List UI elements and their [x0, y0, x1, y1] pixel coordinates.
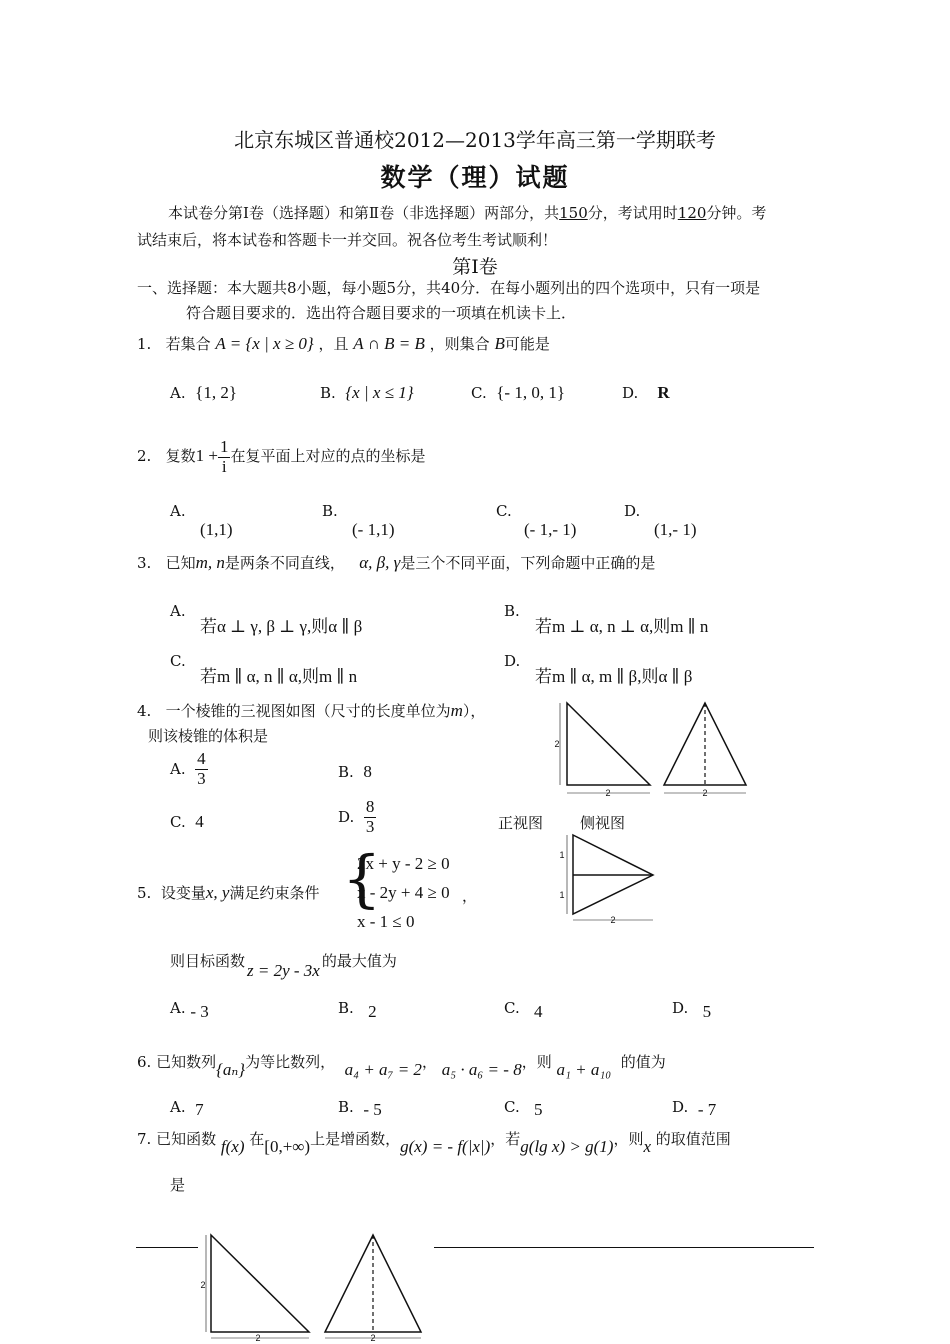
option-value: - 7 — [697, 1100, 717, 1119]
question-text: 已知数列 — [156, 1053, 217, 1071]
question-text: 已知 — [165, 554, 196, 572]
intro-text-c: 分钟。考 — [706, 204, 767, 222]
option-label: B. — [504, 602, 520, 620]
section-title: 第Ⅰ卷 — [452, 256, 498, 278]
option-value: 5 — [702, 1002, 712, 1021]
question-text: ，且 — [318, 335, 349, 353]
q5-option-d[interactable] — [672, 998, 712, 1021]
option-label: A. — [170, 384, 186, 402]
question-text: ，则 — [521, 1053, 552, 1071]
q6-option-c[interactable] — [504, 1097, 543, 1117]
question-5 — [137, 882, 319, 903]
side-view-caption: 侧视图 — [580, 814, 626, 832]
part1-instructions-line-1: 一、选择题：本大题共8小题，每小题5分，共40分．在每小题列出的四个选项中，只有一项是 — [137, 279, 761, 297]
fraction — [195, 750, 208, 788]
option-value: (- 1,- 1) — [524, 520, 577, 539]
option-label: B. — [320, 384, 336, 402]
exam-subtitle: 数学（理）试题 — [380, 163, 570, 192]
option-label: A. — [170, 502, 186, 520]
constraint-2: x - 2y + 4 ≥ 0 — [357, 883, 450, 902]
option-value: {x | x ≤ 1} — [345, 383, 414, 402]
bottom-front-view — [200, 1235, 309, 1343]
question-text: 的值为 — [620, 1053, 666, 1071]
exam-title: 北京东城区普通校2012—2013学年高三第一学期联考 — [234, 128, 716, 152]
q4-option-a[interactable] — [170, 750, 208, 788]
option-value: {1, 2} — [195, 383, 237, 402]
q3-option-a[interactable] — [170, 602, 186, 620]
q4-option-c[interactable] — [170, 812, 204, 832]
option-label: C. — [504, 999, 520, 1017]
option-value: (- 1,1) — [352, 520, 395, 539]
part1-instructions-line-2: 符合题目要求的．选出符合题目要求的一项填在机读卡上． — [186, 304, 577, 322]
option-label: C. — [504, 1098, 520, 1116]
option-label: D. — [338, 808, 355, 827]
top-width-label: 2 — [610, 915, 616, 925]
divider-left — [136, 1247, 198, 1248]
q5-option-b[interactable] — [338, 998, 377, 1021]
math-lines: m, n — [195, 553, 225, 572]
math-function: f(x) — [220, 1137, 245, 1156]
option-label: D. — [672, 999, 689, 1017]
intro-line-1 — [168, 202, 766, 223]
q3-option-d[interactable] — [504, 652, 520, 670]
question-1 — [137, 333, 550, 354]
question-text: 为等比数列， — [245, 1053, 336, 1071]
option-label: D. — [504, 652, 521, 670]
fraction-denominator: 3 — [365, 816, 375, 836]
q6-option-a[interactable] — [170, 1097, 204, 1117]
question-text: 的最大值为 — [321, 952, 397, 970]
front-width-label: 2 — [605, 788, 611, 798]
fraction — [218, 438, 231, 476]
math-condition-1: a₄ + a₇ = 2 — [344, 1060, 422, 1079]
question-4-line-2: 则该棱锥的体积是 — [148, 727, 269, 745]
fraction-numerator: 8 — [365, 797, 375, 816]
question-number: 6. — [137, 1053, 152, 1071]
option-value: (1,- 1) — [654, 520, 697, 539]
q3-option-c-value: 若m ∥ α, n ∥ α,则m ∥ n — [200, 667, 358, 686]
question-text: 在复平面上对应的点的坐标是 — [230, 447, 426, 466]
q1-option-a[interactable] — [170, 383, 237, 403]
question-text: ，则 — [613, 1130, 644, 1148]
math-condition-2: a₅ · a₆ = - 8 — [441, 1060, 522, 1079]
constraint-3: x - 1 ≤ 0 — [357, 912, 415, 931]
question-text: 则目标函数 — [170, 952, 246, 970]
question-text: 是三个不同平面，下列命题中正确的是 — [400, 554, 656, 572]
option-label: A. — [170, 760, 186, 779]
question-3 — [137, 552, 655, 573]
option-value: - 5 — [363, 1100, 382, 1119]
q4-option-b[interactable] — [338, 762, 372, 782]
question-text: 若集合 — [165, 335, 211, 353]
question-text: 复数 — [165, 447, 196, 466]
q2-option-b[interactable] — [322, 502, 394, 540]
math-interval: [0,+∞) — [264, 1137, 311, 1156]
divider-right — [434, 1247, 814, 1248]
option-label: B. — [338, 763, 354, 781]
intro-text-b: 分，考试用时 — [587, 204, 678, 222]
option-value: 4 — [195, 812, 204, 831]
math-set-a: A = {x | x ≥ 0} — [215, 334, 314, 353]
option-label: A. — [170, 999, 186, 1017]
front-height-label: 2 — [554, 739, 560, 749]
option-label: B. — [338, 999, 354, 1017]
option-value: {- 1, 0, 1} — [496, 383, 565, 402]
option-label: D. — [622, 384, 639, 402]
question-text: 设变量 — [160, 884, 206, 902]
option-value: 4 — [534, 1002, 543, 1021]
question-number: 5. — [137, 884, 152, 902]
intro-time: 120 — [677, 204, 707, 222]
top-lower-label: 1 — [559, 890, 565, 900]
top-upper-label: 1 — [559, 850, 565, 860]
q2-option-a[interactable] — [170, 502, 233, 540]
q6-option-b[interactable] — [338, 1097, 382, 1117]
question-text: 是两条不同直线， — [224, 554, 345, 572]
bottom-front-height-label: 2 — [200, 1280, 206, 1290]
bottom-front-width-label: 2 — [255, 1333, 261, 1343]
constraint-brace: { — [342, 842, 382, 915]
q2-option-c[interactable] — [496, 502, 576, 540]
question-4 — [137, 700, 485, 721]
option-value: 2 — [368, 1002, 377, 1021]
fraction — [364, 798, 377, 836]
q5-option-a[interactable] — [170, 998, 209, 1021]
q1-option-b[interactable] — [320, 383, 414, 403]
question-text: 可能是 — [504, 335, 550, 353]
question-text: ， — [421, 1053, 437, 1071]
q3-option-b[interactable] — [504, 602, 520, 620]
math-expression: 1 + — [195, 446, 218, 466]
intro-text-a: 本试卷分第Ⅰ卷（选择题）和第Ⅱ卷（非选择题）两部分，共 — [168, 204, 560, 222]
option-label: A. — [170, 1098, 186, 1116]
question-text: ，若 — [490, 1130, 521, 1148]
option-value: 7 — [195, 1100, 204, 1119]
option-label: C. — [471, 384, 487, 402]
option-value: 5 — [534, 1100, 543, 1119]
side-view — [664, 703, 746, 798]
q5-option-c[interactable] — [504, 998, 543, 1021]
option-label: B. — [338, 1098, 354, 1116]
question-number: 2. — [137, 447, 152, 466]
math-intersection: A ∩ B = B — [353, 334, 425, 353]
q2-option-d[interactable] — [624, 502, 696, 540]
q3-option-a-value: 若α ⊥ γ, β ⊥ γ,则α ∥ β — [200, 617, 363, 636]
fraction-denominator: i — [221, 456, 227, 476]
math-variables: x, y — [205, 883, 230, 902]
math-sequence: {aₙ} — [216, 1060, 246, 1079]
question-7-line-2: 是 — [170, 1176, 186, 1194]
q4-option-d[interactable] — [338, 798, 376, 836]
option-value: - 3 — [190, 1002, 209, 1021]
option-label: D. — [672, 1098, 689, 1116]
bottom-three-view-figure — [195, 1228, 435, 1344]
question-number: 1. — [137, 335, 152, 353]
question-2 — [137, 438, 426, 476]
intro-score: 150 — [559, 204, 588, 222]
fraction-numerator: 1 — [219, 437, 229, 456]
question-text: ，则集合 — [429, 335, 490, 353]
option-label: D. — [624, 502, 641, 520]
question-text: ， — [462, 887, 478, 905]
question-text: 一个棱锥的三视图如图（尺寸的长度单位为 — [165, 702, 451, 720]
side-width-label: 2 — [702, 788, 708, 798]
q1-option-c[interactable] — [471, 383, 565, 403]
option-value: (1,1) — [200, 520, 233, 539]
constraint-1: 2x + y - 2 ≥ 0 — [357, 854, 450, 873]
math-g-def: g(x) = - f(|x|) — [400, 1137, 491, 1156]
fraction-numerator: 4 — [197, 749, 206, 768]
math-target: a₁ + a₁₀ — [556, 1060, 612, 1079]
q1-option-d[interactable] — [622, 383, 670, 403]
q6-option-d[interactable] — [672, 1097, 716, 1117]
front-view-caption: 正视图 — [498, 814, 544, 832]
option-label: C. — [170, 813, 186, 831]
top-view — [559, 835, 653, 925]
question-text: 的取值范围 — [655, 1130, 731, 1148]
question-text: 在 — [249, 1130, 265, 1148]
option-value: 8 — [363, 762, 372, 781]
question-number: 3. — [137, 554, 152, 572]
fraction-denominator: 3 — [197, 768, 206, 788]
option-value: R — [657, 383, 670, 402]
math-variable: x — [643, 1137, 651, 1156]
math-planes: α, β, γ — [359, 553, 401, 572]
option-label: B. — [322, 502, 338, 520]
question-6 — [137, 1051, 666, 1079]
option-label: C. — [496, 502, 512, 520]
bottom-side-view — [325, 1235, 421, 1343]
option-label: A. — [170, 602, 186, 620]
question-number: 4. — [137, 702, 152, 720]
question-text: ）， — [462, 702, 486, 720]
bottom-side-width-label: 2 — [370, 1333, 376, 1343]
math-unit: m — [450, 701, 463, 720]
intro-line-2: 试结束后，将本试卷和答题卡一并交回。祝各位考生考试顺利！ — [137, 231, 558, 249]
question-text: 满足约束条件 — [229, 884, 320, 902]
question-text: 上是增函数， — [310, 1130, 401, 1148]
question-number: 7. — [137, 1130, 152, 1148]
front-view — [554, 703, 650, 798]
q3-option-b-value: 若m ⊥ α, n ⊥ α,则m ∥ n — [535, 617, 709, 636]
math-set-b: B — [494, 334, 505, 353]
option-label: C. — [170, 652, 186, 670]
q3-option-d-value: 若m ∥ α, m ∥ β,则α ∥ β — [535, 667, 693, 686]
question-5-line-2 — [170, 950, 397, 980]
math-objective: z = 2y - 3x — [247, 961, 320, 980]
math-inequality: g(lg x) > g(1) — [520, 1137, 614, 1156]
question-text: 已知函数 — [156, 1130, 217, 1148]
q3-option-c[interactable] — [170, 652, 186, 670]
question-7 — [137, 1128, 731, 1156]
